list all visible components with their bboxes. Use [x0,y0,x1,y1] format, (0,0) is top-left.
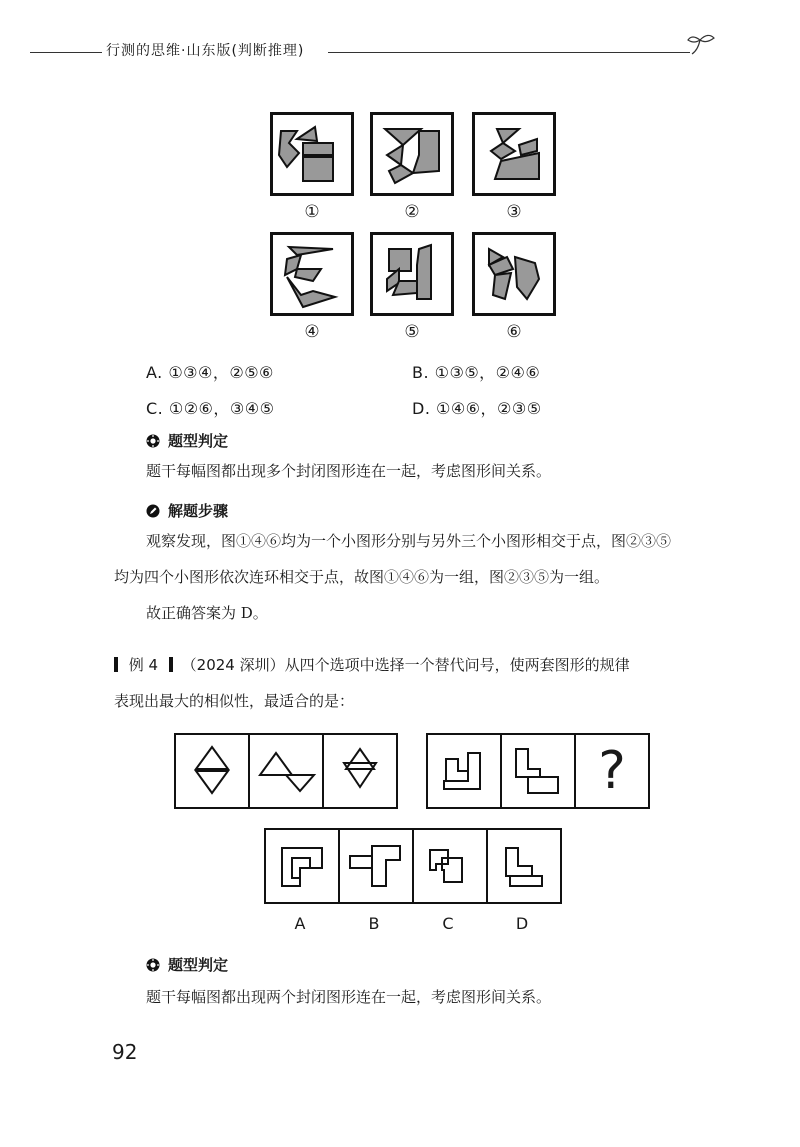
type-text-2: 题干每幅图都出现两个封闭图形连在一起，考虑图形间关系。 [146,988,552,1006]
figure-label-6: ⑥ [506,322,522,342]
tag-bar-left [114,657,118,672]
figure-label-5: ⑤ [404,322,420,342]
answer-a-figure[interactable] [266,830,340,902]
answer-label-a: A [294,914,306,933]
header-title: 行测的思维·山东版(判断推理) [106,43,305,59]
answer-strip [264,828,562,904]
figure-strip-set-1 [174,733,398,809]
answer-label-c: C [442,914,454,933]
answer-text: 故正确答案为 D。 [146,604,268,622]
gear-icon [146,434,160,448]
set2-cell-1 [428,735,502,807]
figure-label-4: ④ [304,322,320,342]
type-text-1: 题干每幅图都出现多个封闭图形连在一起，考虑图形间关系。 [146,462,552,480]
answer-label-d: D [515,914,529,933]
option-d: D. ①④⑥，②③⑤ [412,399,542,418]
set2-cell-2 [502,735,576,807]
figure-4 [270,232,354,316]
example-4-line-1 [114,652,630,679]
steps-line-1: 观察发现，图①④⑥均为一个小图形分别与另外三个小图形相交于点，图②③⑤ [146,532,672,550]
pencil-icon [146,504,160,518]
answer-c-figure[interactable] [414,830,488,902]
steps-heading-text: 解题步骤 [168,502,229,520]
figure-5 [370,232,454,316]
set1-cell-1 [176,735,250,807]
question-mark-cell: ? [598,741,626,801]
option-b: B. ①③⑤，②④⑥ [412,363,541,382]
type-heading-2 [146,954,228,975]
figure-label-1: ① [304,202,320,222]
option-a: A. ①③④，②⑤⑥ [146,363,274,382]
answer-d-figure[interactable] [488,830,560,902]
page-number: 92 [112,1040,138,1064]
type-heading-2-text: 题型判定 [168,956,229,974]
type-heading-1 [146,430,228,451]
gear-icon [146,958,160,972]
header-rule-right [328,52,690,53]
set1-cell-2 [250,735,324,807]
set1-cell-3 [324,735,396,807]
figure-label-2: ② [404,202,420,222]
header-rule-left [30,52,102,53]
figure-2 [370,112,454,196]
answer-label-b: B [368,914,380,933]
tag-bar-right [169,657,173,672]
figure-label-3: ③ [506,202,522,222]
example-4-line-2: 表现出最大的相似性，最适合的是： [114,692,355,710]
figure-6 [472,232,556,316]
type-heading-1-text: 题型判定 [168,432,229,450]
steps-heading [146,500,228,521]
answer-b-figure[interactable] [340,830,414,902]
steps-line-2: 均为四个小图形依次连环相交于点，故图①④⑥为一组，图②③⑤为一组。 [114,568,610,586]
figure-3 [472,112,556,196]
figure-1 [270,112,354,196]
example-4-tag: 例 4 [128,656,159,674]
sprout-icon [684,30,720,58]
figure-strip-set-2 [426,733,650,809]
example-4-question: （2024 深圳）从四个选项中选择一个替代问号，使两套图形的规律 [181,656,630,674]
option-c: C. ①②⑥，③④⑤ [146,399,275,418]
